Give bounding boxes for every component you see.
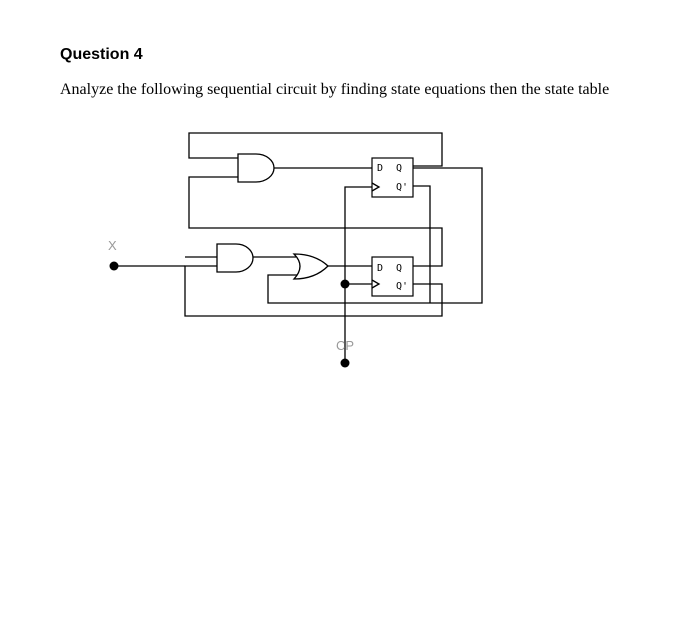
ff-bottom-d-label: D — [377, 263, 384, 274]
circuit-wires — [114, 133, 482, 363]
input-x-label: X — [108, 238, 117, 253]
clock-label: CP — [336, 338, 355, 353]
d-flip-flop-bottom — [372, 257, 413, 296]
and-gate-top — [238, 154, 274, 182]
clock-terminal — [341, 359, 350, 368]
ff-top-d-label: D — [377, 163, 384, 174]
ff-top-q-label: Q — [396, 163, 403, 174]
ff-top-qn-label: Q' — [396, 182, 409, 193]
input-x-terminal — [110, 262, 119, 271]
and-gate-bottom — [217, 244, 253, 272]
d-flip-flop-top — [372, 158, 413, 197]
ff-bottom-q-label: Q — [396, 263, 403, 274]
question-prompt: Analyze the following sequential circuit by finding state equations then the state table — [60, 81, 610, 98]
clock-junction-dot — [341, 280, 350, 289]
question-heading: Question 4 — [60, 46, 143, 63]
ff-bottom-qn-label: Q' — [396, 281, 409, 292]
or-gate — [294, 254, 328, 279]
